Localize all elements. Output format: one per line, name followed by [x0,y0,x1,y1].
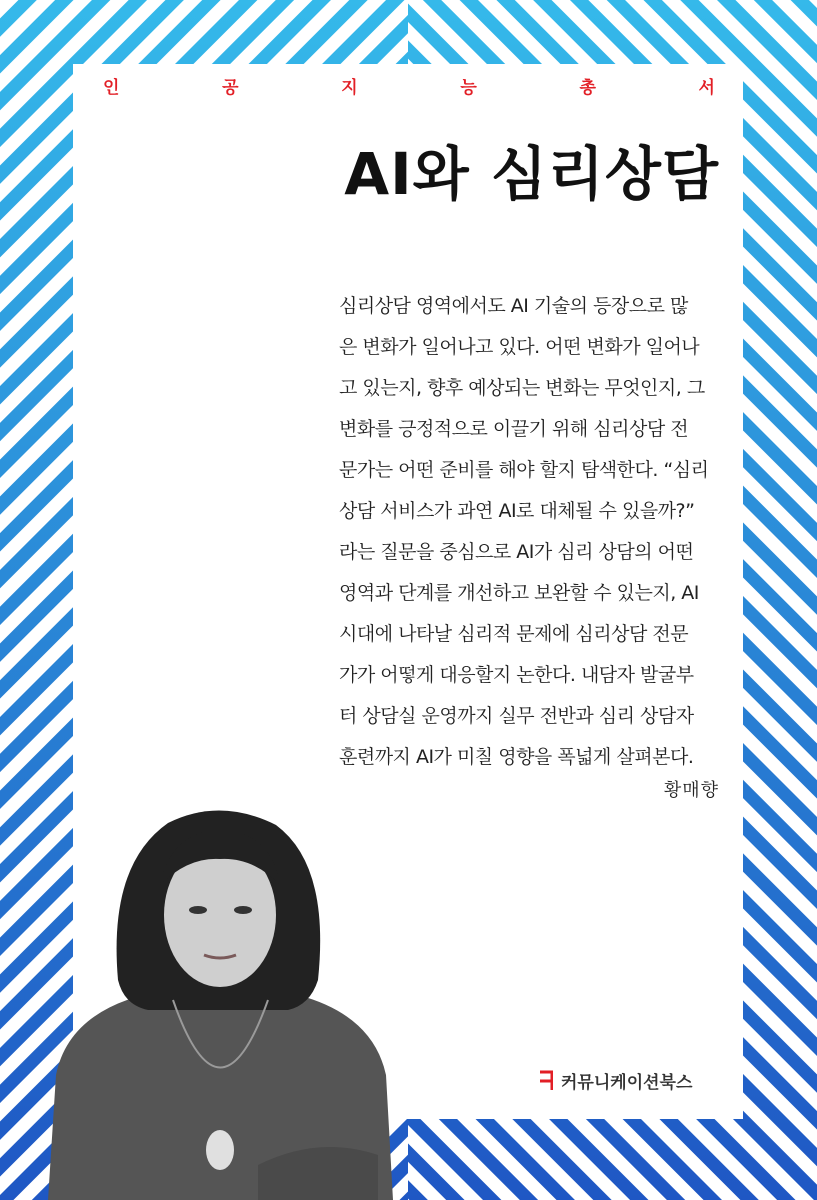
series-char: 지 [341,78,358,98]
description-line: 상담 서비스가 과연 AI로 대체될 수 있을까?” [339,500,695,522]
publisher [539,1068,692,1093]
description-line: 은 변화가 일어나고 있다. 어떤 변화가 일어나 [339,336,700,358]
description-line: 영역과 단계를 개선하고 보완할 수 있는지, AI [339,582,699,604]
series-char: 능 [460,78,477,98]
description-line: 문가는 어떤 준비를 해야 할지 탐색한다. “심리 [339,459,709,481]
description-line: 라는 질문을 중심으로 AI가 심리 상담의 어떤 [339,541,694,563]
description-line: 터 상담실 운영까지 실무 전반과 심리 상담자 [339,705,694,727]
description-line: 고 있는지, 향후 예상되는 변화는 무엇인지, 그 [339,377,705,399]
description-line: 훈련까지 AI가 미칠 영향을 폭넓게 살펴본다. [339,746,694,768]
description-line: 심리상담 영역에서도 AI 기술의 등장으로 많 [339,295,688,317]
description-line: 시대에 나타날 심리적 문제에 심리상담 전문 [339,623,689,645]
series-char: 공 [222,78,239,98]
description-line: 가가 어떻게 대응할지 논한다. 내담자 발굴부 [339,664,694,686]
author-name: 황매향 [663,780,719,801]
series-char: 서 [698,78,715,98]
book-description [339,286,725,778]
series-char: 인 [103,78,120,98]
series-label [103,78,715,98]
publisher-name: 커뮤니케이션북스 [561,1073,693,1093]
book-title: AI와 심리상담 [344,140,719,208]
description-line: 변화를 긍정적으로 이끌기 위해 심리상담 전 [339,418,689,440]
publisher-logo-icon [539,1070,553,1092]
author-photo [48,805,393,1200]
series-char: 총 [579,78,596,98]
